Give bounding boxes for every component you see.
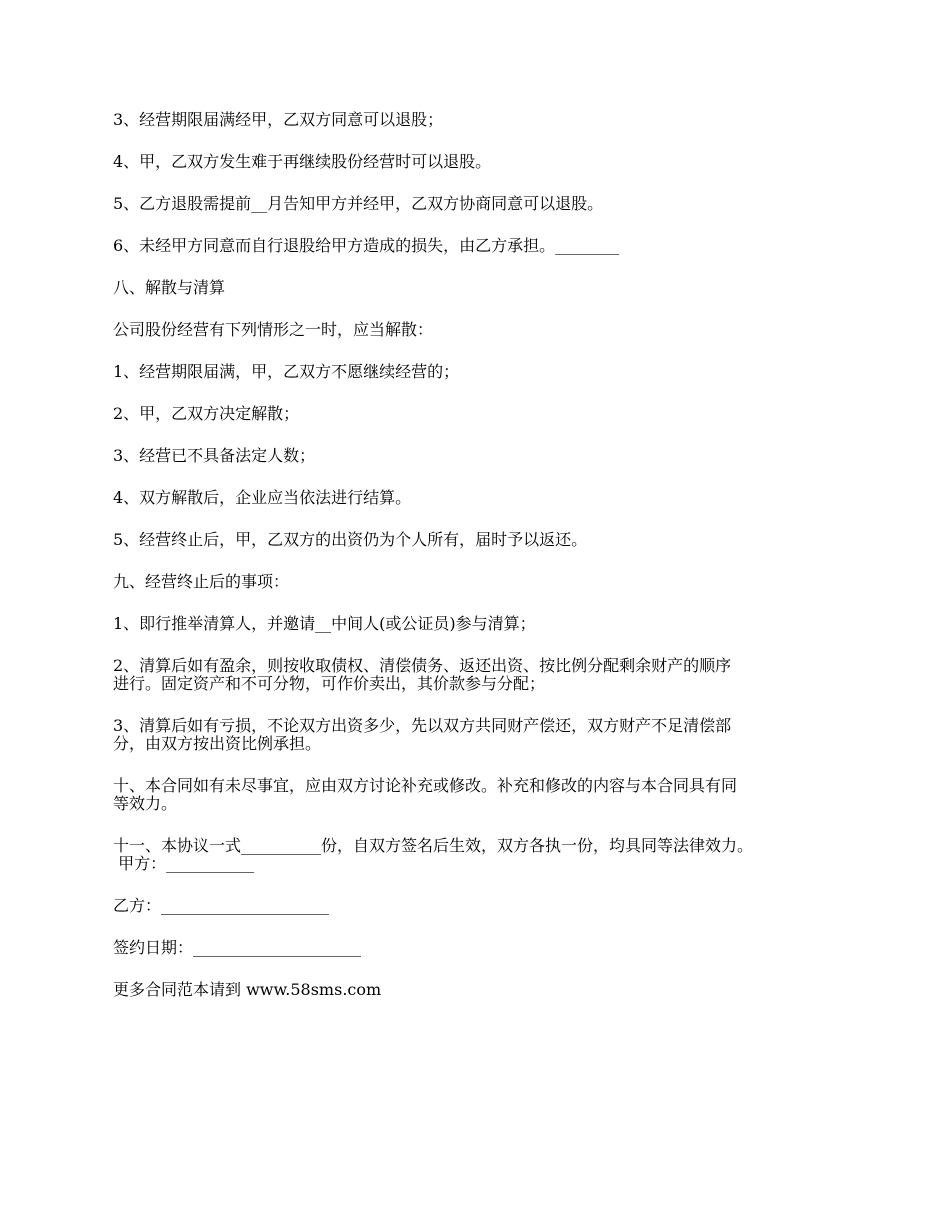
clause-9-3-line-2: 分，由双方按出资比例承担。 (113, 734, 322, 753)
section-10 (113, 777, 853, 813)
section-9-heading: 九、经营终止后的事项： (113, 572, 290, 591)
footer-link-text: 更多合同范本请到 www.58sms.com (113, 980, 382, 999)
clause-9-2-line-1: 2、清算后如有盈余，则按收取债权、清偿债务、返还出资、按比例分配剩余财产的顺序 (113, 656, 732, 675)
clause-9-3 (113, 717, 853, 753)
section-10-line-1: 十、本合同如有未尽事宜，应由双方讨论补充或修改。补充和修改的内容与本合同具有同 (113, 776, 738, 795)
clause-7-6: 6、未经甲方同意而自行退股给甲方造成的损失，由乙方承担。________ (113, 236, 620, 255)
section-11 (113, 837, 853, 873)
clause-9-2-line-2: 进行。固定资产和不可分物，可作价卖出，其价款参与分配； (113, 674, 546, 693)
section-11-line-1: 十一、本协议一式__________份，自双方签名后生效，双方各执一份，均具同等法律效力。 (113, 836, 754, 855)
clause-9-2 (113, 657, 853, 693)
clause-8-1: 1、经营期限届满，甲，乙双方不愿继续经营的； (113, 362, 460, 381)
clause-9-1: 1、即行推举清算人，并邀请__中间人(或公证员)参与清算； (113, 614, 536, 633)
clause-8-2: 2、甲，乙双方决定解散； (113, 404, 300, 423)
clause-7-3: 3、经营期限届满经甲，乙双方同意可以退股； (113, 110, 444, 129)
clause-8-4: 4、双方解散后，企业应当依法进行结算。 (113, 488, 412, 507)
clause-9-3-line-1: 3、清算后如有亏损，不论双方出资多少，先以双方共同财产偿还，双方财产不足清偿部 (113, 716, 732, 735)
clause-7-5: 5、乙方退股需提前__月告知甲方并经甲，乙双方协商同意可以退股。 (113, 194, 604, 213)
clause-8-5: 5、经营终止后，甲，乙双方的出资仍为个人所有，届时予以返还。 (113, 530, 588, 549)
clause-7-4: 4、甲，乙双方发生难于再继续股份经营时可以退股。 (113, 152, 492, 171)
section-10-line-2: 等效力。 (113, 794, 178, 813)
party-b-signature-line: 乙方：_____________________ (113, 896, 330, 915)
sign-date-line: 签约日期：_____________________ (113, 938, 362, 957)
section-8-intro: 公司股份经营有下列情形之一时，应当解散： (113, 320, 434, 339)
section-8-heading: 八、解散与清算 (113, 278, 226, 297)
party-a-signature-line: 甲方：___________ (113, 854, 255, 873)
document-body (113, 111, 853, 1023)
clause-8-3: 3、经营已不具备法定人数； (113, 446, 316, 465)
